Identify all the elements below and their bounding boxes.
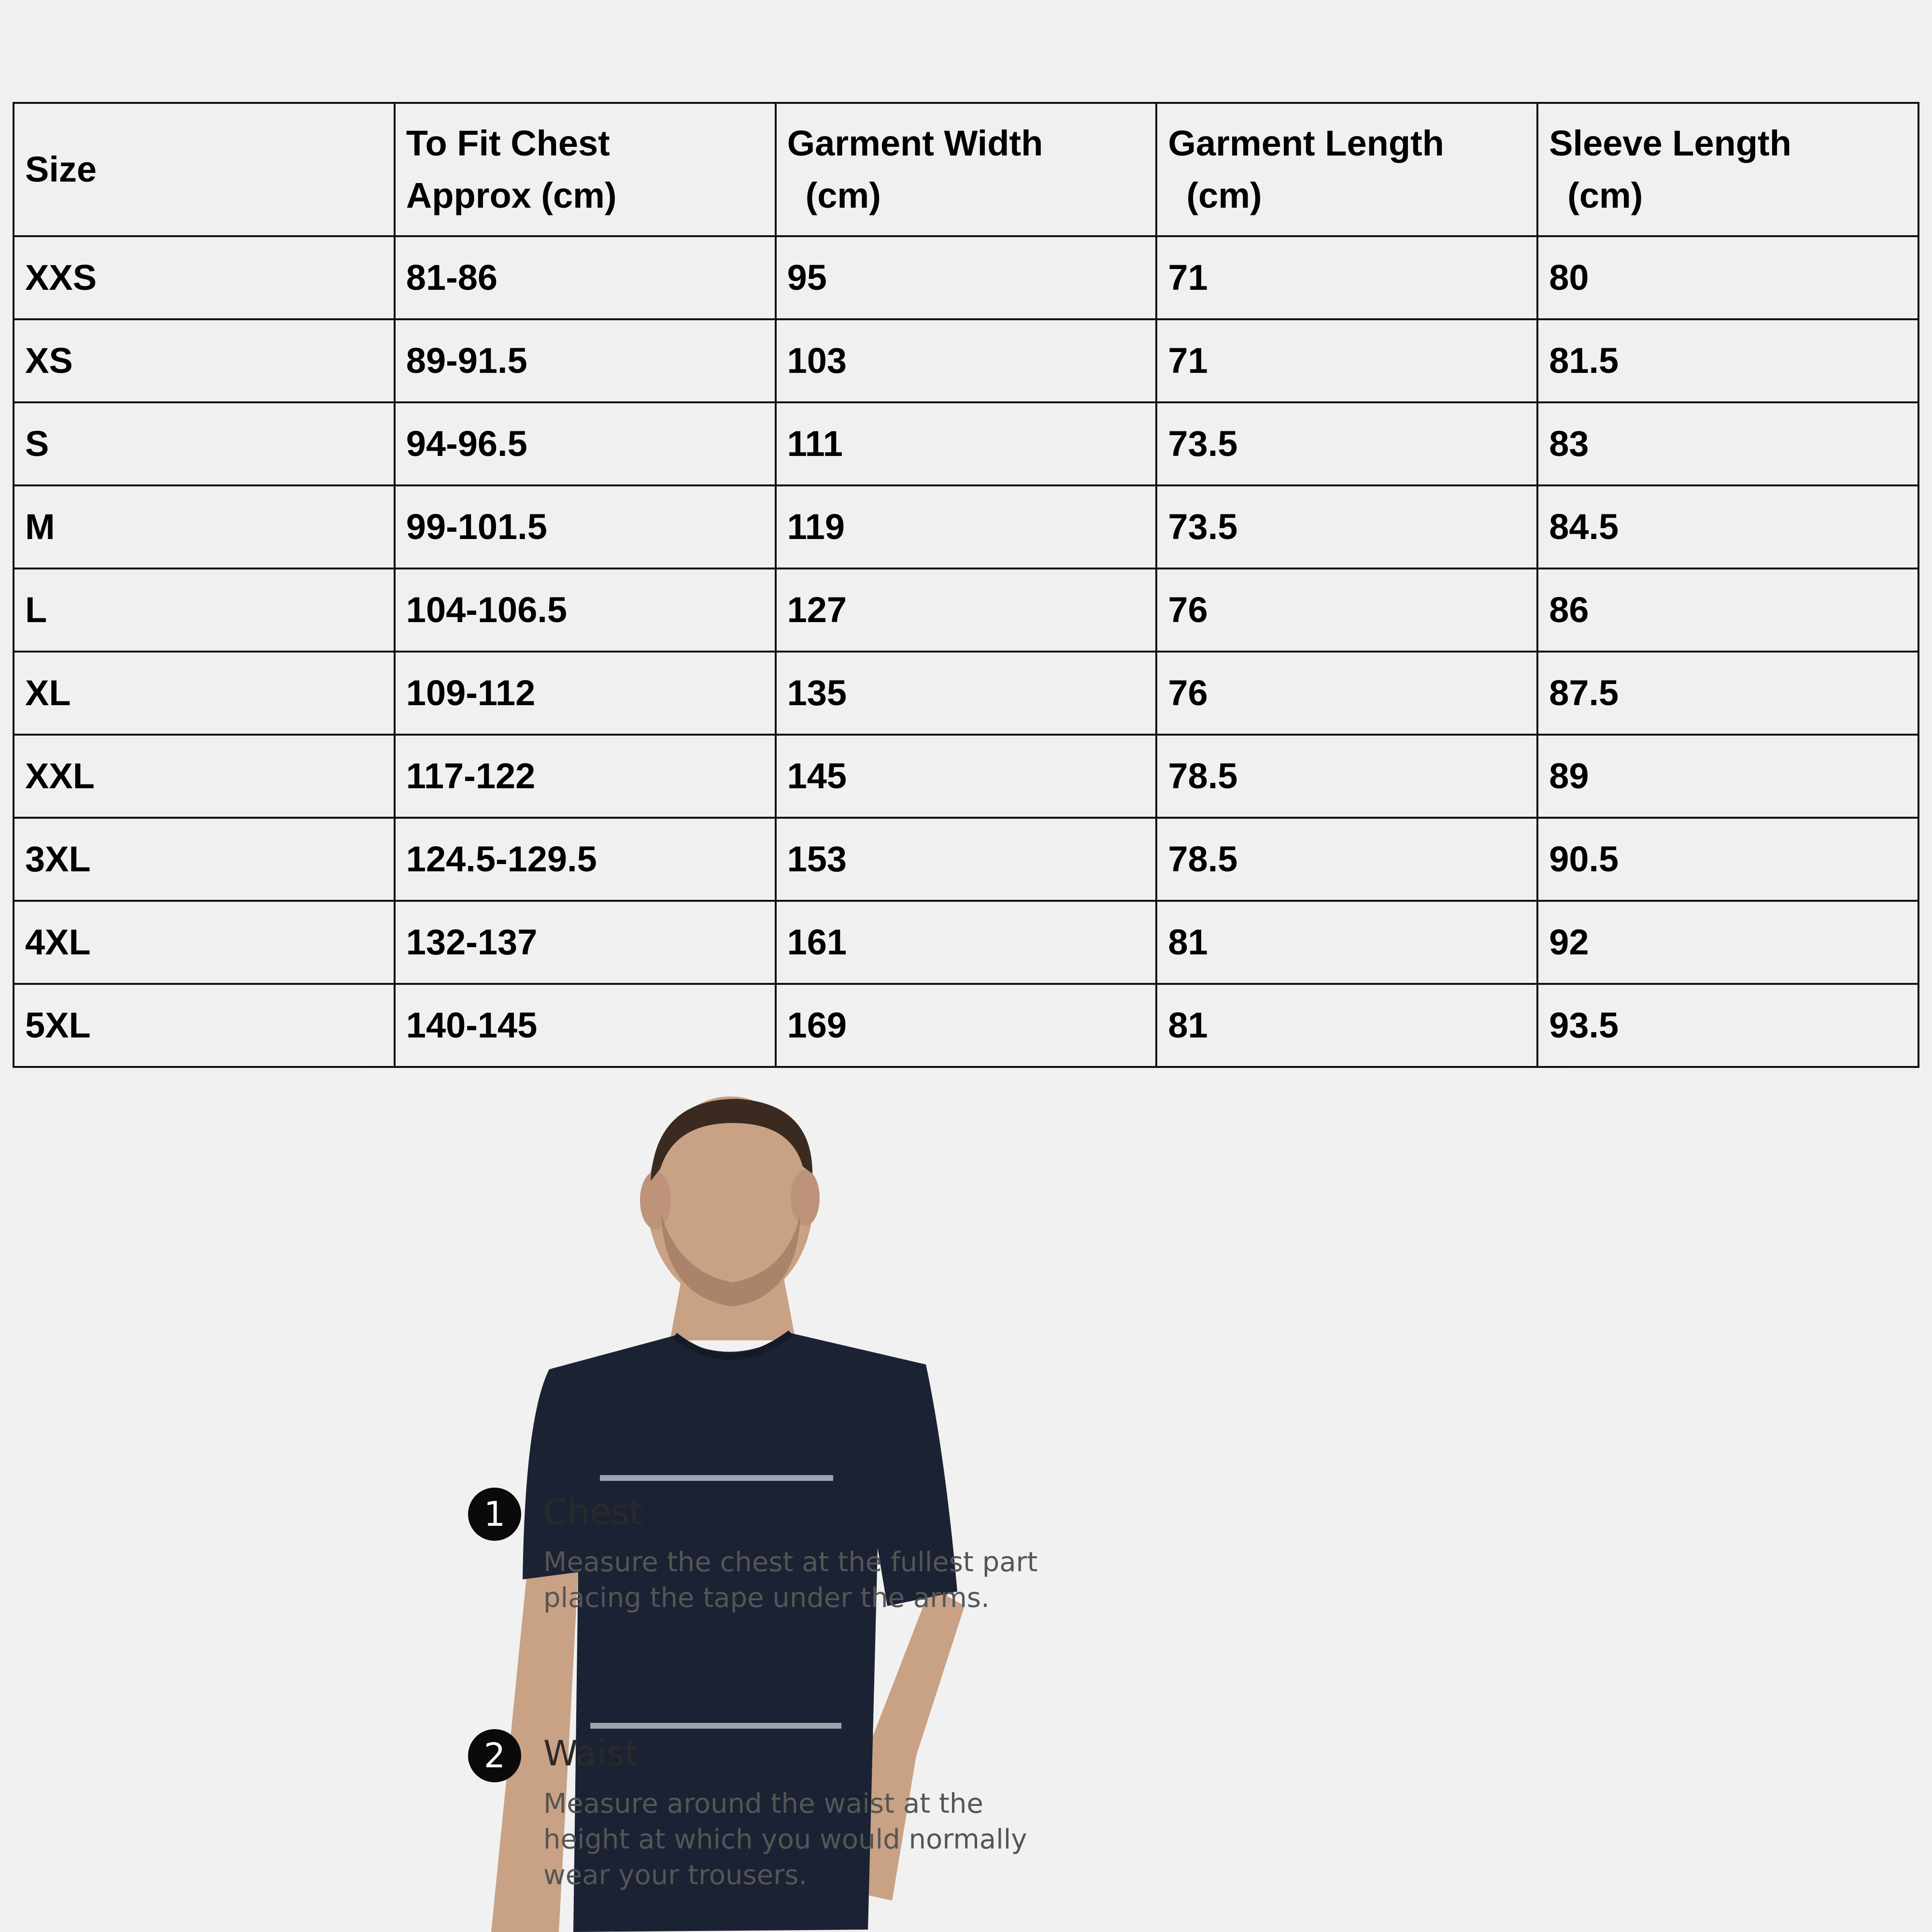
header-sleeve-length-line-1: Sleeve Length — [1549, 123, 1791, 163]
cell-garment-length: 78.5 — [1156, 818, 1537, 901]
cell-size: 5XL — [14, 984, 395, 1067]
header-garment-length-line-1: Garment Length — [1168, 123, 1444, 163]
waist-title: Waist — [543, 1733, 639, 1774]
cell-garment-length: 71 — [1156, 319, 1537, 402]
measurement-guide — [366, 1070, 1568, 1932]
header-sleeve-length — [1537, 103, 1918, 236]
header-chest-line-1: To Fit Chest — [406, 123, 610, 163]
table-row — [14, 901, 1918, 984]
cell-chest: 104-106.5 — [395, 568, 776, 652]
cell-chest: 94-96.5 — [395, 402, 776, 485]
table-header-row — [14, 103, 1918, 236]
cell-garment-width: 111 — [776, 402, 1157, 485]
header-garment-width-line-1: Garment Width — [787, 123, 1043, 163]
cell-chest: 99-101.5 — [395, 485, 776, 568]
model-right-ear — [791, 1170, 820, 1226]
cell-garment-length: 76 — [1156, 652, 1537, 735]
cell-garment-length: 78.5 — [1156, 735, 1537, 818]
cell-garment-width: 169 — [776, 984, 1157, 1067]
table-row — [14, 319, 1918, 402]
cell-sleeve-length: 90.5 — [1537, 818, 1918, 901]
cell-garment-width: 161 — [776, 901, 1157, 984]
cell-size: S — [14, 402, 395, 485]
cell-size: L — [14, 568, 395, 652]
cell-size: XXL — [14, 735, 395, 818]
cell-size: XL — [14, 652, 395, 735]
cell-garment-length: 76 — [1156, 568, 1537, 652]
cell-garment-width: 119 — [776, 485, 1157, 568]
header-size — [14, 103, 395, 236]
cell-sleeve-length: 92 — [1537, 901, 1918, 984]
waist-measure-instruction — [468, 1729, 1077, 1913]
cell-sleeve-length: 83 — [1537, 402, 1918, 485]
header-garment-width — [776, 103, 1157, 236]
cell-size: M — [14, 485, 395, 568]
header-garment-length — [1156, 103, 1537, 236]
cell-garment-length: 73.5 — [1156, 402, 1537, 485]
header-chest-line-2: Approx (cm) — [406, 175, 617, 215]
cell-chest: 132-137 — [395, 901, 776, 984]
cell-sleeve-length: 87.5 — [1537, 652, 1918, 735]
cell-chest: 117-122 — [395, 735, 776, 818]
cell-size: XXS — [14, 236, 395, 319]
table-row — [14, 485, 1918, 568]
cell-sleeve-length: 81.5 — [1537, 319, 1918, 402]
model-left-ear — [640, 1171, 671, 1229]
table-row — [14, 735, 1918, 818]
table-row — [14, 568, 1918, 652]
cell-garment-width: 103 — [776, 319, 1157, 402]
waist-number-badge: 2 — [468, 1729, 521, 1782]
cell-garment-width: 95 — [776, 236, 1157, 319]
cell-chest: 81-86 — [395, 236, 776, 319]
cell-chest: 109-112 — [395, 652, 776, 735]
cell-garment-length: 81 — [1156, 901, 1537, 984]
header-garment-length-line-2: (cm) — [1186, 175, 1262, 215]
table-row — [14, 652, 1918, 735]
cell-sleeve-length: 86 — [1537, 568, 1918, 652]
cell-chest: 89-91.5 — [395, 319, 776, 402]
cell-garment-width: 127 — [776, 568, 1157, 652]
size-chart-table — [13, 102, 1919, 1068]
cell-chest: 140-145 — [395, 984, 776, 1067]
cell-garment-width: 135 — [776, 652, 1157, 735]
cell-sleeve-length: 80 — [1537, 236, 1918, 319]
header-size-line-1: Size — [25, 149, 97, 189]
cell-garment-length: 81 — [1156, 984, 1537, 1067]
cell-size: 4XL — [14, 901, 395, 984]
chest-title: Chest — [543, 1492, 643, 1532]
cell-size: XS — [14, 319, 395, 402]
cell-sleeve-length: 93.5 — [1537, 984, 1918, 1067]
table-row — [14, 818, 1918, 901]
cell-sleeve-length: 89 — [1537, 735, 1918, 818]
chest-description: Measure the chest at the fullest part placing the tape under the arms. — [543, 1547, 1038, 1614]
header-garment-width-line-2: (cm) — [805, 175, 881, 215]
cell-garment-length: 71 — [1156, 236, 1537, 319]
table-row — [14, 402, 1918, 485]
cell-sleeve-length: 84.5 — [1537, 485, 1918, 568]
table-row — [14, 236, 1918, 319]
cell-garment-width: 145 — [776, 735, 1157, 818]
header-chest — [395, 103, 776, 236]
chest-number-badge: 1 — [468, 1488, 521, 1541]
chest-measure-instruction — [468, 1488, 1077, 1671]
waist-description: Measure around the waist at the height at which you would normally wear your trousers. — [543, 1788, 1027, 1891]
cell-chest: 124.5-129.5 — [395, 818, 776, 901]
cell-garment-width: 153 — [776, 818, 1157, 901]
header-sleeve-length-line-2: (cm) — [1567, 175, 1643, 215]
cell-size: 3XL — [14, 818, 395, 901]
cell-garment-length: 73.5 — [1156, 485, 1537, 568]
table-row — [14, 984, 1918, 1067]
